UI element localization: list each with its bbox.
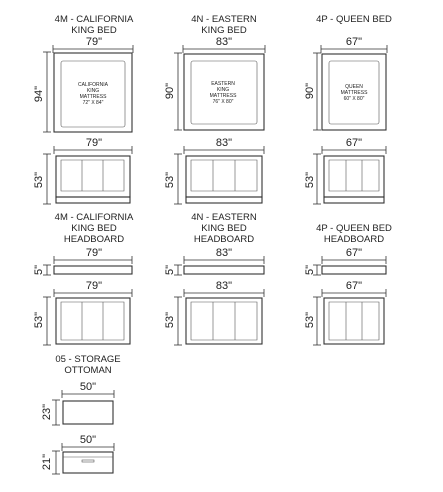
eastern-king-headboard-group [164, 212, 264, 345]
ca-mattress-label-line4: 72" X 84" [82, 100, 104, 106]
queen-headboard-title-line1: 4P - QUEEN BED [316, 223, 392, 234]
ca-bed-width-top-label: 79" [85, 36, 103, 48]
eastern-headboard-front-outline [186, 298, 262, 344]
queen-headboard-title-line2: HEADBOARD [323, 234, 385, 245]
eastern-headboard-title-line3: HEADBOARD [193, 234, 255, 245]
queen-bed-depth-label: 90" [303, 82, 316, 100]
ca-bed-width-front-label: 79" [85, 137, 103, 149]
ca-bed-front-panel [61, 160, 124, 191]
eastern-bed-title-line1: 4N - EASTERN [191, 14, 257, 25]
eastern-mattress-label-line4: 76" X 80" [212, 99, 234, 105]
ca-headboard-title-line2: KING BED [71, 223, 117, 234]
ottoman-title-line1: 05 - STORAGE [55, 354, 121, 365]
eastern-headboard-height-label: 53" [163, 311, 176, 329]
queen-bed-width-top-label: 67" [345, 36, 363, 48]
ottoman-top-outline [63, 401, 113, 424]
eastern-bed-height-label: 53" [163, 171, 176, 189]
eastern-bed-width-top-label: 83" [215, 36, 233, 48]
eastern-bed-width-front-label: 83" [215, 137, 233, 149]
queen-headboard-top-outline [322, 266, 386, 274]
ca-headboard-title-line3: HEADBOARD [63, 234, 125, 245]
queen-headboard-height-label: 53" [303, 311, 316, 329]
queen-bed-height-label: 53" [303, 171, 316, 189]
eastern-headboard-thickness-label: 5" [163, 264, 176, 276]
ca-headboard-thickness-label: 5" [32, 264, 45, 276]
eastern-bed-depth-label: 90" [163, 82, 176, 100]
queen-bed-title-line1: 4P - QUEEN BED [316, 14, 392, 25]
queen-headboard-width-front-label: 67" [345, 280, 363, 292]
eastern-bed-title-line2: KING BED [201, 25, 247, 36]
eastern-bed-front-base [186, 197, 262, 203]
ca-mattress-label-line2: KING [86, 88, 100, 94]
ottoman-width-front-label: 50" [79, 434, 97, 446]
ottoman-depth-label: 23" [40, 403, 53, 421]
queen-mattress-label-line3: 60" X 80" [343, 96, 365, 102]
queen-bed-front-panel [329, 160, 379, 191]
ottoman-front-outline [63, 452, 113, 473]
ca-headboard-front-panel [61, 302, 124, 340]
ca-bed-title-line2: KING BED [71, 25, 117, 36]
ca-headboard-top-outline [54, 266, 132, 274]
queen-headboard-group [304, 223, 392, 345]
queen-bed-front-base [324, 197, 384, 203]
queen-bed-width-front-label: 67" [345, 137, 363, 149]
queen-headboard-front-outline [324, 298, 384, 344]
ca-king-headboard-group [33, 212, 134, 345]
ottoman-title-line2: OTTOMAN [64, 365, 112, 376]
queen-mattress-label-line1: QUEEN [345, 84, 363, 90]
eastern-headboard-top-outline [184, 266, 264, 274]
eastern-headboard-width-top-label: 83" [215, 247, 233, 259]
eastern-headboard-width-front-label: 83" [215, 280, 233, 292]
eastern-headboard-front-panel [191, 302, 257, 340]
ottoman-height-label: 21" [40, 453, 53, 471]
eastern-mattress-label-line3: MATTRESS [209, 93, 237, 99]
ca-bed-front-base [56, 197, 130, 203]
queen-headboard-width-top-label: 67" [345, 247, 363, 259]
ottoman-front-handle [82, 460, 94, 462]
eastern-headboard-title-line1: 4N - EASTERN [191, 212, 257, 223]
ca-king-bed-group [33, 14, 134, 204]
ca-bed-depth-label: 94" [32, 85, 45, 103]
queen-mattress-label-line2: MATTRESS [340, 90, 368, 96]
ca-headboard-title-line1: 4M - CALIFORNIA [54, 212, 134, 223]
queen-bed-group [304, 14, 392, 204]
eastern-king-bed-group [164, 14, 265, 204]
ca-headboard-width-front-label: 79" [85, 280, 103, 292]
eastern-mattress-label-line1: EASTERN [211, 81, 235, 87]
ca-bed-title-line1: 4M - CALIFORNIA [54, 14, 134, 25]
ca-mattress-label-line1: CALIFORNIA [77, 82, 109, 88]
queen-headboard-front-panel [329, 302, 379, 340]
storage-ottoman-group [41, 354, 121, 474]
ca-headboard-height-label: 53" [32, 311, 45, 329]
ottoman-width-top-label: 50" [79, 381, 97, 393]
queen-headboard-thickness-label: 5" [303, 264, 316, 276]
ca-headboard-front-outline [56, 298, 130, 344]
ca-headboard-width-top-label: 79" [85, 247, 103, 259]
eastern-headboard-title-line2: KING BED [201, 223, 247, 234]
ca-bed-height-label: 53" [32, 171, 45, 189]
ca-mattress-label-line3: MATTRESS [79, 94, 107, 100]
eastern-mattress-label-line2: KING [216, 87, 230, 93]
eastern-bed-front-panel [191, 160, 257, 191]
